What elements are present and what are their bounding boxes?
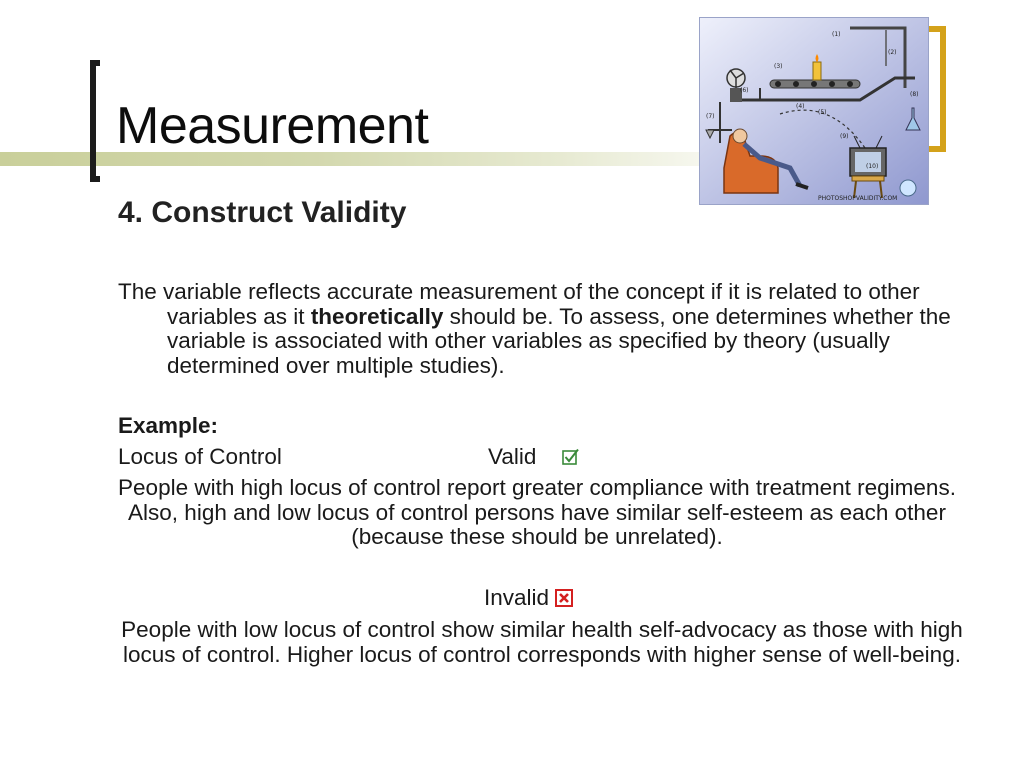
slide-title: Measurement — [116, 97, 429, 155]
locus-of-control-label: Locus of Control — [118, 444, 282, 469]
right-bracket-decoration — [928, 26, 946, 152]
illustration-step-label: (7) — [706, 113, 715, 120]
locus-row — [118, 445, 718, 471]
definition-emphasis: theoretically — [310, 303, 444, 329]
illustration-step-label: (6) — [740, 87, 749, 94]
illustration-step-label: (8) — [910, 91, 919, 98]
definition-text-part2: should be. To assess, one determines whether the variable is associated with other variables as specified by theory (usually determined over multiple studies). — [167, 303, 951, 378]
checkbox-checked-icon — [562, 447, 580, 472]
section-heading: 4. Construct Validity — [118, 196, 407, 229]
invalid-label: Invalid — [484, 585, 550, 610]
illustration-step-label: (4) — [796, 103, 805, 110]
left-bracket-decoration — [90, 60, 100, 182]
illustration-step-label: (9) — [840, 133, 849, 140]
rube-goldberg-illustration — [699, 17, 929, 205]
illustration-step-label: (5) — [818, 109, 827, 116]
illustration-step-label: (1) — [832, 31, 841, 38]
illustration-credit-text: PHOTOSHOPVALIDITY.COM — [818, 195, 898, 202]
invalid-row — [484, 586, 573, 613]
checkbox-x-icon — [555, 588, 573, 613]
illustration-step-label: (2) — [888, 49, 897, 56]
definition-paragraph — [118, 280, 954, 378]
valid-example-paragraph: People with high locus of control report greater compliance with treatment regimens. Also, high and low locus of control persons have similar self-esteem as each other (because these should be unrelated). — [118, 475, 956, 549]
illustration-step-label: (3) — [774, 63, 783, 70]
definition-text-part1: The variable reflects accurate measurement of the concept if it is related to other variables as it — [118, 279, 920, 329]
example-label: Example: — [118, 413, 219, 438]
valid-label: Valid — [488, 444, 537, 469]
illustration-step-label: (10) — [866, 163, 879, 170]
invalid-example-paragraph: People with low locus of control show similar health self-advocacy as those with high locus of control. Higher locus of control corresponds with higher sense of well-being. — [121, 617, 963, 667]
